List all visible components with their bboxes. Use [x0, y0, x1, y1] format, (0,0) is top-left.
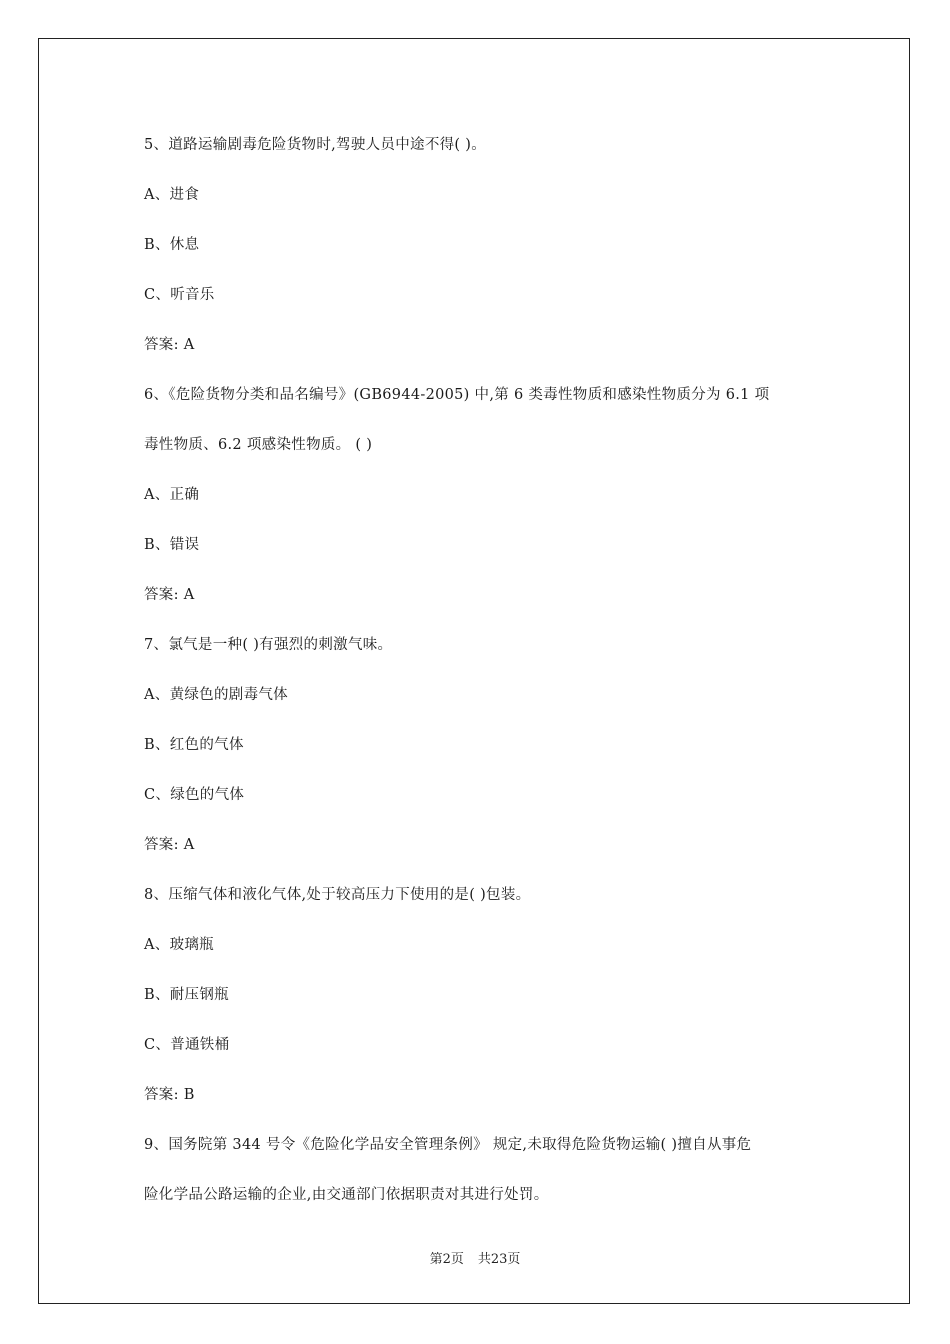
- question-9-continued: 险化学品公路运输的企业,由交通部门依据职责对其进行处罚。: [144, 1187, 549, 1203]
- question-5: 5、道路运输剧毒危险货物时,驾驶人员中途不得( )。: [144, 137, 487, 153]
- answer: 答案: B: [144, 1087, 195, 1103]
- page-number: 第2页: [429, 1252, 464, 1267]
- option-a: A、黄绿色的剧毒气体: [144, 687, 288, 703]
- question-9: 9、国务院第 344 号令《危险化学品安全管理条例》 规定,未取得危险货物运输( )擅自从事危: [144, 1137, 752, 1153]
- option-a: A、进食: [144, 187, 200, 203]
- question-7: 7、氯气是一种( )有强烈的刺激气味。: [144, 637, 393, 653]
- question-6-continued: 毒性物质、6.2 项感染性物质。 ( ): [144, 437, 373, 453]
- option-b: B、红色的气体: [144, 737, 244, 753]
- option-c: C、普通铁桶: [144, 1037, 230, 1053]
- option-c: C、听音乐: [144, 287, 215, 303]
- option-b: B、耐压钢瓶: [144, 987, 229, 1003]
- page-total: 共23页: [477, 1252, 521, 1267]
- question-8: 8、压缩气体和液化气体,处于较高压力下使用的是( )包装。: [144, 887, 531, 903]
- option-a: A、玻璃瓶: [144, 937, 214, 953]
- option-b: B、休息: [144, 237, 200, 253]
- answer: 答案: A: [144, 337, 195, 353]
- page-footer: [0, 1248, 950, 1267]
- document-body: [144, 120, 824, 1220]
- option-b: B、错误: [144, 537, 200, 553]
- answer: 答案: A: [144, 587, 195, 603]
- option-a: A、正确: [144, 487, 200, 503]
- answer: 答案: A: [144, 837, 195, 853]
- question-6: 6、《危险货物分类和品名编号》(GB6944-2005) 中,第 6 类毒性物质和感染性物质分为 6.1 项: [144, 387, 770, 403]
- option-c: C、绿色的气体: [144, 787, 245, 803]
